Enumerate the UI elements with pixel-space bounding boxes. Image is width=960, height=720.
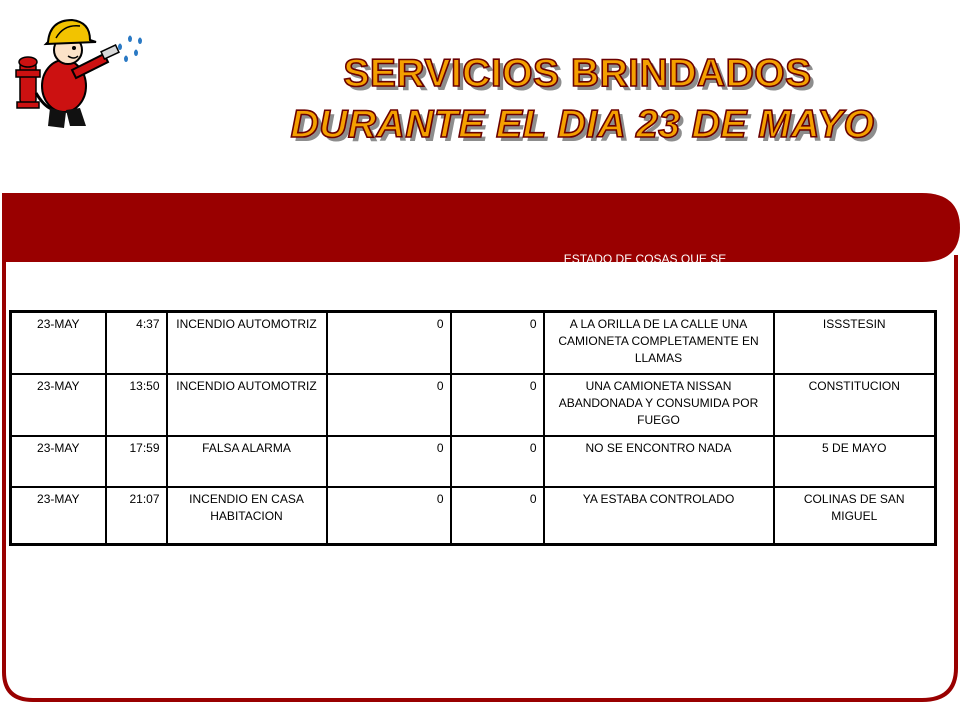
cell-heridos: 0 (327, 487, 451, 544)
cell-servicio: INCENDIO AUTOMOTRIZ (167, 312, 327, 375)
cell-estado: A LA ORILLA DE LA CALLE UNA CAMIONETA COMPLETAMENTE EN LLAMAS (544, 312, 774, 375)
cell-dia: 23-MAY (11, 312, 106, 375)
table-row (11, 487, 936, 544)
cell-colonia: 5 DE MAYO (774, 436, 936, 487)
header-estado: ESTADO DE COSAS QUE SE ENCONTRARON (563, 252, 727, 281)
cell-colonia: ISSSTESIN (774, 312, 936, 375)
cell-muertos: 0 (451, 436, 544, 487)
cell-hora: 17:59 (106, 436, 167, 487)
title-line-1: SERVICIOS BRINDADOS (343, 52, 812, 95)
cell-muertos: 0 (451, 312, 544, 375)
cell-heridos: 0 (327, 436, 451, 487)
header-heridos: HERIDOS (326, 267, 382, 281)
cell-colonia: CONSTITUCION (774, 374, 936, 436)
cell-dia: 23-MAY (11, 487, 106, 544)
services-table (9, 310, 937, 546)
table-row (11, 312, 936, 375)
cell-servicio: INCENDIO EN CASA HABITACION (167, 487, 327, 544)
cell-hora: 21:07 (106, 487, 167, 544)
cell-heridos: 0 (327, 374, 451, 436)
cell-servicio: FALSA ALARMA (167, 436, 327, 487)
cell-hora: 13:50 (106, 374, 167, 436)
cell-heridos: 0 (327, 312, 451, 375)
cell-estado: NO SE ENCONTRO NADA (544, 436, 774, 487)
header-servicio: SERVICIO (205, 267, 263, 281)
cell-dia: 23-MAY (11, 436, 106, 487)
cell-colonia: COLINAS DE SAN MIGUEL (774, 487, 936, 544)
header-muertos: MUERTOS (422, 267, 482, 281)
cell-estado: UNA CAMIONETA NISSAN ABANDONADA Y CONSUMIDA POR FUEGO (544, 374, 774, 436)
header-dia: DIA (50, 267, 71, 281)
title-line-2: DURANTE EL DIA 23 DE MAYO (290, 103, 875, 146)
header-colonia: COLONIA (838, 267, 893, 281)
table-row (11, 436, 936, 487)
cell-servicio: INCENDIO AUTOMOTRIZ (167, 374, 327, 436)
cell-estado: YA ESTABA CONTROLADO (544, 487, 774, 544)
cell-muertos: 0 (451, 487, 544, 544)
cell-hora: 4:37 (106, 312, 167, 375)
cell-dia: 23-MAY (11, 374, 106, 436)
cell-muertos: 0 (451, 374, 544, 436)
table-row (11, 374, 936, 436)
header-hora: HORA (109, 267, 145, 281)
